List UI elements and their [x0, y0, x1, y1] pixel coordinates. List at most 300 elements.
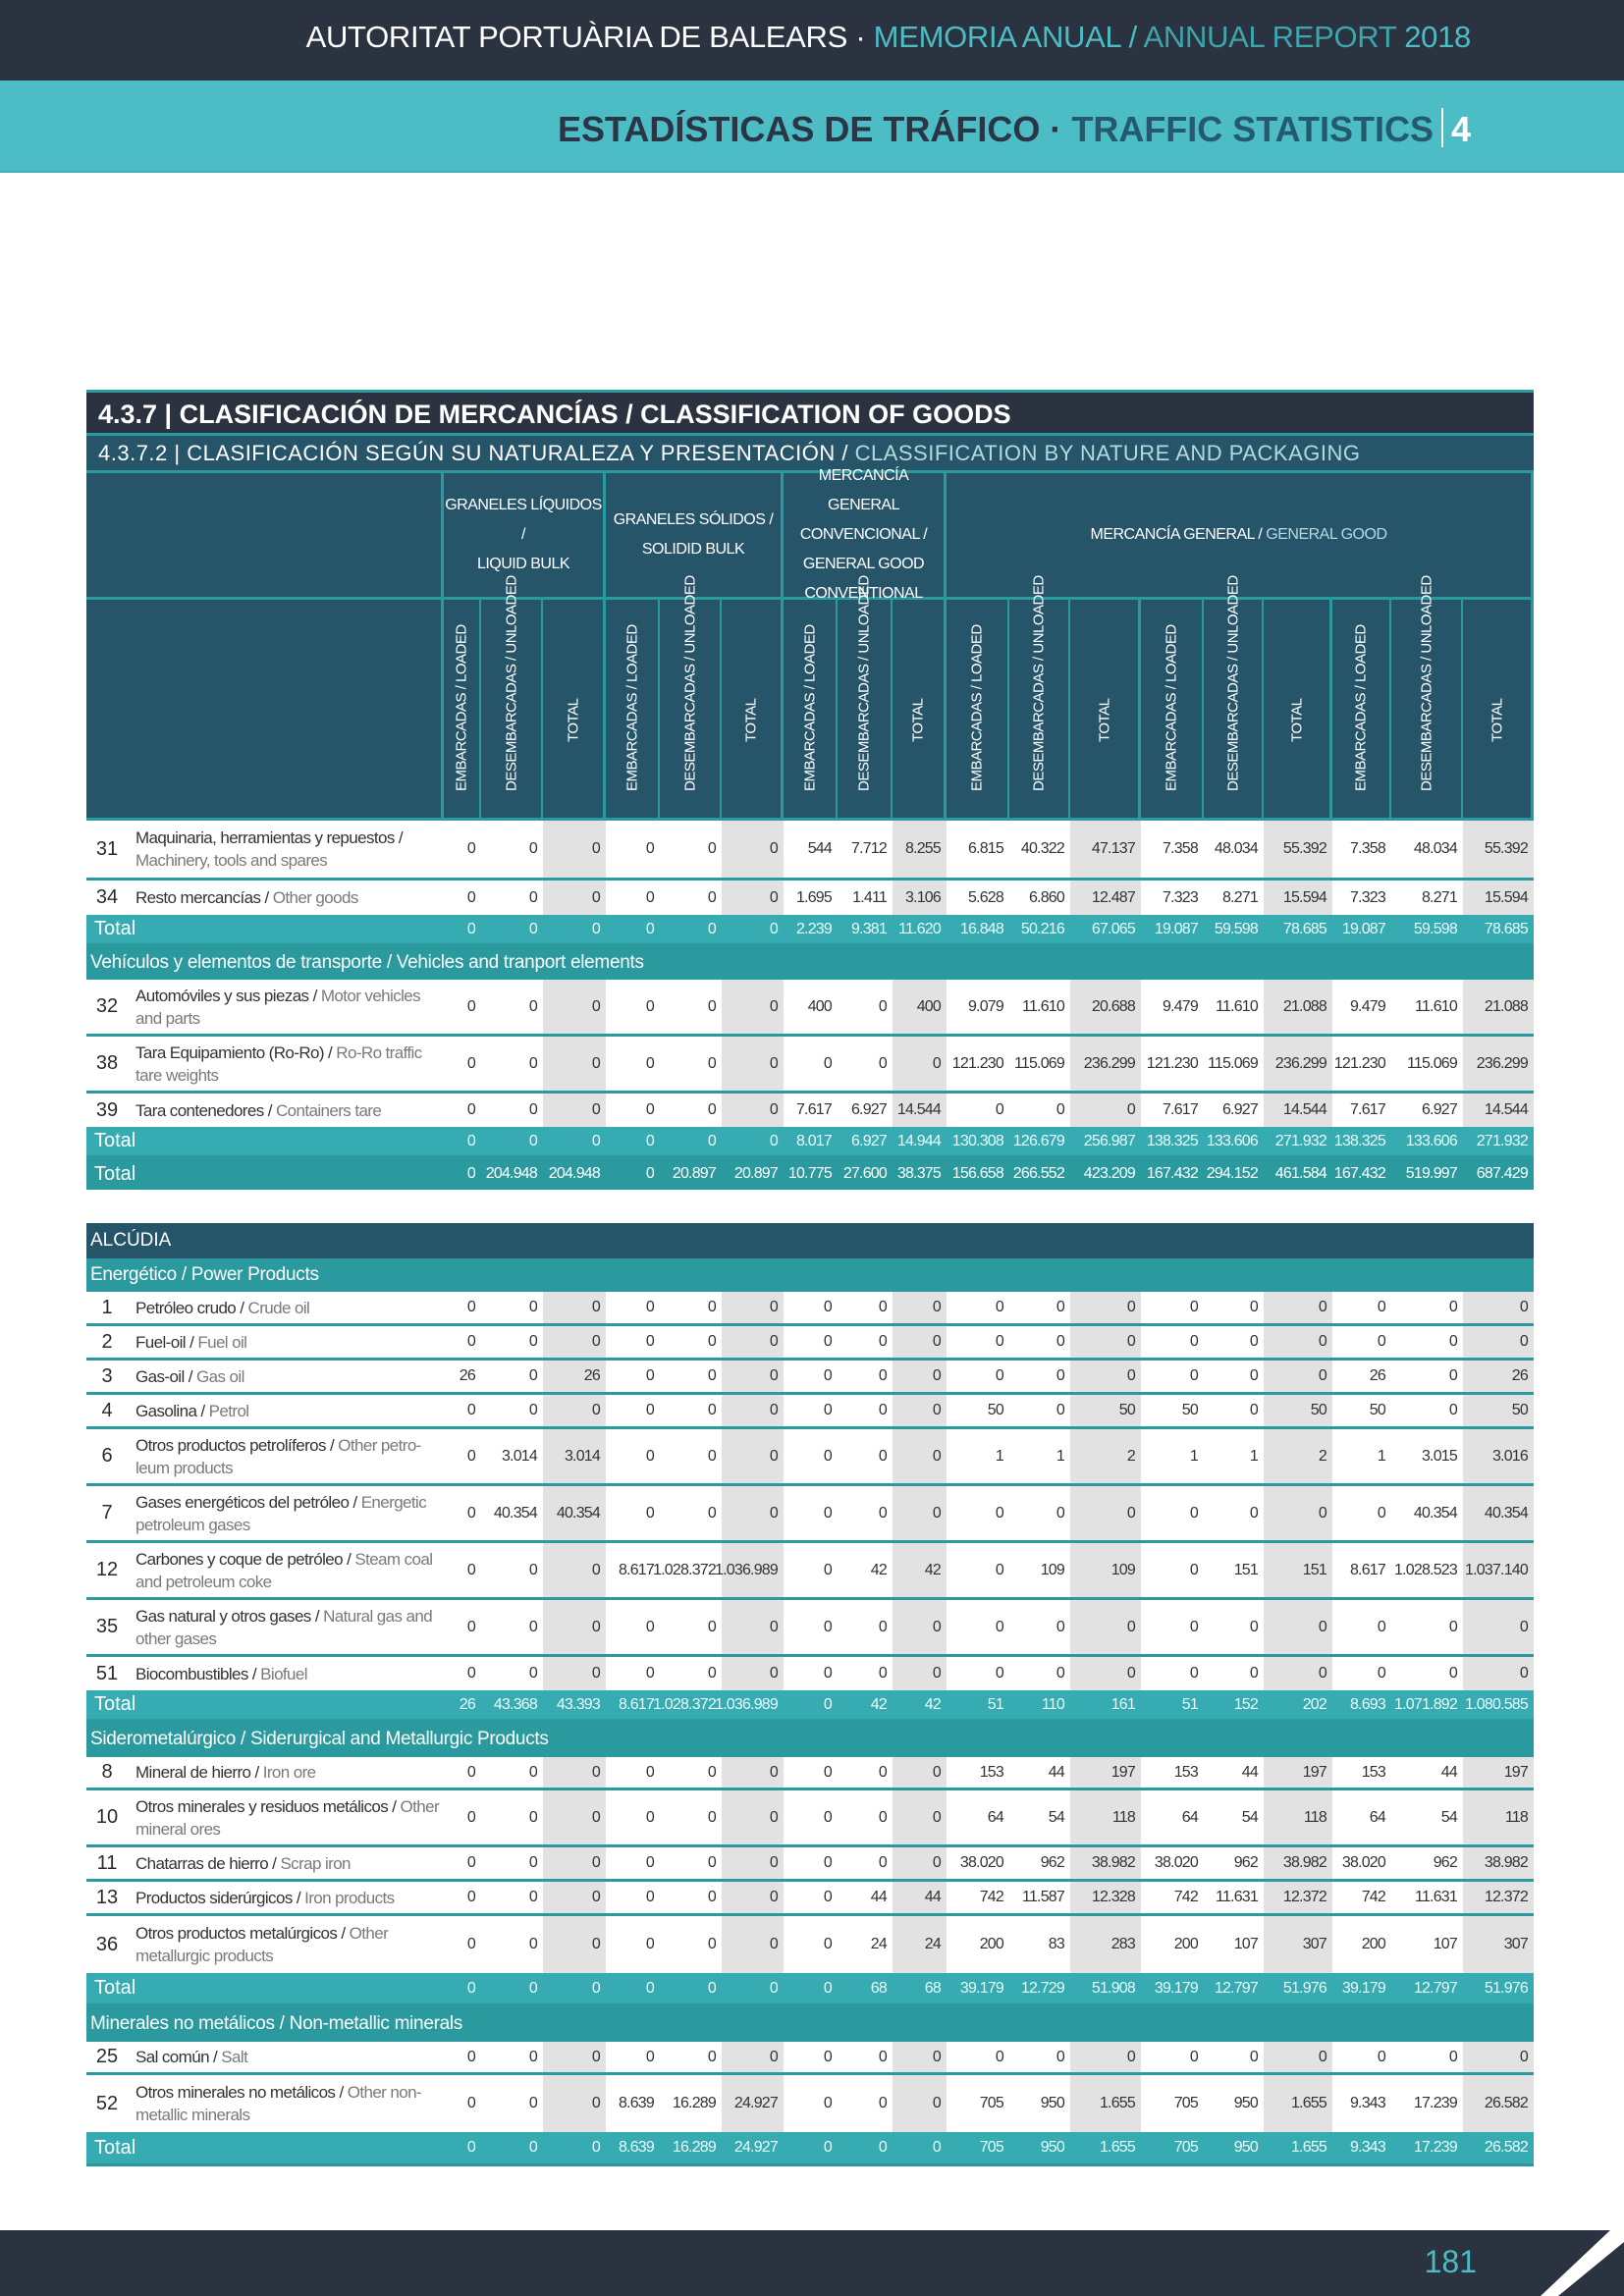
cell-unloaded: 17.239	[1413, 2139, 1457, 2156]
cell-total: 0	[769, 920, 778, 937]
cell-loaded: 0	[645, 1447, 654, 1465]
column-header-label: DESEMBARCADAS / UNLOADED	[1030, 575, 1048, 791]
cell-unloaded: 0	[528, 1979, 537, 1997]
row-name-es: Sal común /	[135, 2048, 222, 2066]
row-name-en: Steam coal and petroleum coke	[135, 1549, 433, 1591]
cell-total: 0	[1070, 1361, 1141, 1392]
cell-total: 68	[924, 1979, 941, 1997]
cell-loaded: 1.695	[795, 888, 832, 906]
row-code: 12	[95, 1559, 119, 1580]
cell-loaded: 39.179	[1341, 1979, 1385, 1997]
cell-loaded: 1	[995, 1447, 1003, 1465]
row-name-es: Automóviles y sus piezas /	[135, 986, 321, 1005]
row-name	[128, 1757, 444, 1788]
cell-loaded: 705	[979, 2139, 1003, 2156]
table-row	[86, 1292, 1534, 1326]
row-code: 25	[95, 2046, 119, 2067]
cell-total: 0	[1463, 1657, 1534, 1690]
cell-total: 204.948	[548, 1165, 600, 1182]
cell-total: 0	[1463, 1600, 1534, 1654]
table-row	[86, 2042, 1534, 2075]
cell-unloaded: 133.606	[1405, 1132, 1457, 1149]
cell-unloaded: 44	[870, 1889, 887, 1905]
cell-total: 0	[722, 1395, 784, 1426]
cell-total: 0	[722, 1361, 784, 1392]
total-row	[86, 2132, 1534, 2166]
cell-total: 0	[722, 980, 784, 1034]
cell-total: 0	[1264, 1600, 1332, 1654]
cell-loaded: 9.343	[1349, 2095, 1385, 2111]
cell-total: 1.036.989	[722, 1543, 784, 1597]
cell-loaded: 0	[645, 2048, 654, 2065]
cell-loaded: 0	[995, 1561, 1003, 1578]
cell-total: 0	[1070, 1094, 1141, 1127]
cell-unloaded: 0	[1249, 1618, 1258, 1635]
cell-unloaded: 0	[878, 1763, 887, 1781]
cell-total: 0	[722, 1882, 784, 1913]
cell-total: 0	[1264, 2042, 1332, 2072]
cell-total: 197	[1463, 1757, 1534, 1788]
cell-unloaded: 1.028.372	[653, 1695, 716, 1713]
total-label: Total	[94, 1162, 136, 1185]
column-header-label: EMBARCADAS / LOADED	[1163, 624, 1180, 791]
cell-total: 2	[1070, 1429, 1141, 1483]
cell-loaded: 0	[645, 1054, 654, 1072]
table-body	[86, 821, 1534, 2166]
cell-total: 423.209	[1083, 1165, 1135, 1182]
cell-total: 271.932	[1274, 1132, 1326, 1149]
cell-total: 197	[1264, 1757, 1332, 1788]
cell-unloaded: 11.631	[1216, 1889, 1258, 1905]
cell-loaded: 8.617	[618, 1561, 654, 1578]
cell-loaded: 8.639	[618, 2095, 654, 2111]
cell-unloaded: 0	[707, 2048, 716, 2065]
column-header-unloaded	[1009, 575, 1070, 818]
cell-unloaded: 0	[707, 920, 716, 937]
cell-unloaded: 0	[707, 1447, 716, 1465]
column-header-unloaded	[1204, 575, 1264, 818]
row-name-es: Otros productos petrolíferos /	[135, 1435, 339, 1455]
group-solid-bulk: GRANELES SÓLIDOS / SOLIDID BULK	[606, 473, 784, 597]
table-row	[86, 1094, 1534, 1127]
cell-unloaded: 54	[1440, 1808, 1457, 1826]
cell-total: 0	[1463, 1326, 1534, 1358]
cell-loaded: 0	[645, 1979, 654, 1997]
cell-unloaded: 40.354	[493, 1504, 537, 1522]
cell-loaded: 51	[987, 1695, 1003, 1713]
cell-unloaded: 0	[1056, 1333, 1064, 1350]
cell-unloaded: 0	[528, 1054, 537, 1072]
column-header-row	[86, 575, 1534, 821]
cell-unloaded: 0	[878, 1402, 887, 1418]
cell-total: 1.655	[1099, 2139, 1135, 2156]
cell-loaded: 0	[995, 1367, 1003, 1384]
row-name	[128, 1326, 444, 1358]
column-header-label: DESEMBARCADAS / UNLOADED	[1418, 575, 1435, 791]
cell-total: 0	[1070, 1486, 1141, 1540]
cell-unloaded: 0	[707, 1979, 716, 1997]
cell-total: 51.976	[1282, 1979, 1326, 1997]
cell-unloaded: 0	[878, 1054, 887, 1072]
column-header-unloaded	[1391, 575, 1463, 818]
cell-unloaded: 43.368	[493, 1695, 537, 1713]
cell-unloaded: 0	[707, 1333, 716, 1350]
cell-total: 0	[893, 1486, 947, 1540]
subtitle-en: CLASSIFICATION BY NATURE AND PACKAGING	[854, 441, 1361, 465]
cell-total: 0	[893, 1757, 947, 1788]
cell-unloaded: 44	[1440, 1763, 1457, 1781]
table-row	[86, 1037, 1534, 1094]
cell-unloaded: 950	[1233, 2095, 1258, 2111]
cell-loaded: 0	[823, 1054, 832, 1072]
cell-unloaded: 1.028.372	[653, 1561, 716, 1578]
cell-unloaded: 6.860	[1028, 888, 1064, 906]
goods-classification-table	[86, 390, 1534, 2166]
cell-unloaded: 0	[1056, 1367, 1064, 1384]
cell-unloaded: 11.610	[1216, 997, 1258, 1015]
cell-unloaded: 0	[528, 997, 537, 1015]
cell-unloaded: 11.587	[1022, 1889, 1064, 1905]
row-name-es: Tara Equipamiento (Ro-Ro) /	[135, 1042, 337, 1062]
cell-total: 26.582	[1463, 2075, 1534, 2132]
cell-total: 307	[1463, 1916, 1534, 1973]
group-general-conventional: MERCANCÍA GENERAL CONVENCIONAL / GENERAL GOOD CONVENTIONAL	[784, 473, 947, 597]
cell-total: 78.685	[1484, 920, 1528, 937]
cell-loaded: 0	[1189, 1333, 1198, 1350]
row-name-es: Carbones y coque de petróleo /	[135, 1549, 355, 1569]
cell-total: 24.927	[722, 2075, 784, 2132]
row-name-en: Other goods	[272, 888, 358, 907]
cell-loaded: 0	[466, 1763, 475, 1781]
table-row	[86, 1395, 1534, 1429]
cell-total: 0	[1264, 1292, 1332, 1323]
section-header: Minerales no metálicos / Non-metallic minerals	[86, 2006, 1534, 2042]
cell-unloaded: 0	[878, 1333, 887, 1350]
cell-loaded: 156.658	[951, 1165, 1003, 1182]
cell-total: 0	[1070, 1600, 1141, 1654]
row-name-es: Otros productos metalúrgicos /	[135, 1924, 350, 1943]
row-name-en: Containers tare	[275, 1100, 382, 1120]
row-name-es: Resto mercancías /	[135, 888, 273, 907]
cell-loaded: 167.432	[1333, 1165, 1385, 1182]
cell-total: 197	[1070, 1757, 1141, 1788]
column-header-unloaded	[838, 575, 893, 818]
row-name-en: Gas oil	[196, 1366, 244, 1386]
row-name-en: Natural gas and other gases	[135, 1606, 433, 1648]
row-name	[128, 1361, 444, 1392]
cell-unloaded: 962	[1233, 1854, 1258, 1871]
cell-total: 0	[722, 1094, 784, 1127]
cell-total: 0	[543, 1543, 606, 1597]
cell-total: 0	[543, 1757, 606, 1788]
chapter-title	[558, 108, 1471, 150]
cell-unloaded: 44	[1048, 1763, 1064, 1781]
column-header-label: DESEMBARCADAS / UNLOADED	[681, 575, 698, 791]
cell-loaded: 0	[645, 1763, 654, 1781]
cell-loaded: 0	[995, 1101, 1003, 1118]
cell-total: 14.544	[1463, 1094, 1534, 1127]
cell-unloaded: 0	[1056, 1618, 1064, 1635]
cell-total: 0	[543, 1395, 606, 1426]
cell-total: 12.328	[1070, 1882, 1141, 1913]
cell-loaded: 0	[466, 1299, 475, 1315]
cell-unloaded: 0	[878, 1367, 887, 1384]
cell-total: 0	[543, 1037, 606, 1091]
row-name	[128, 1037, 444, 1091]
cell-loaded: 130.308	[951, 1132, 1003, 1149]
cell-unloaded: 950	[1040, 2095, 1064, 2111]
cell-total: 271.932	[1476, 1132, 1528, 1149]
cell-loaded: 0	[466, 1447, 475, 1465]
page-footer	[0, 2230, 1624, 2296]
cell-loaded: 64	[987, 1808, 1003, 1826]
cell-loaded: 7.323	[1162, 888, 1198, 906]
cell-unloaded: 0	[1249, 1665, 1258, 1682]
cell-total: 0	[543, 2042, 606, 2072]
cell-loaded: 5.628	[967, 888, 1003, 906]
cell-unloaded: 0	[528, 1763, 537, 1781]
cell-unloaded: 0	[878, 1808, 887, 1826]
cell-loaded: 138.325	[1146, 1132, 1198, 1149]
cell-total: 0	[543, 1292, 606, 1323]
cell-unloaded: 0	[528, 1618, 537, 1635]
cell-total: 47.137	[1070, 821, 1141, 878]
cell-loaded: 742	[1173, 1889, 1198, 1905]
row-code: 3	[101, 1364, 113, 1387]
cell-unloaded: 110	[1041, 1695, 1064, 1713]
table-row	[86, 821, 1534, 881]
column-header-label: EMBARCADAS / LOADED	[968, 624, 986, 791]
cell-total: 11.620	[898, 920, 941, 937]
cell-unloaded: 107	[1233, 1936, 1258, 1952]
table-row	[86, 1657, 1534, 1690]
cell-total: 21.088	[1463, 980, 1534, 1034]
cell-total: 0	[722, 1486, 784, 1540]
column-header-label: EMBARCADAS / LOADED	[623, 624, 640, 791]
cell-loaded: 200	[1361, 1936, 1385, 1952]
cell-loaded: 9.479	[1162, 997, 1198, 1015]
row-code: 11	[96, 1851, 118, 1874]
row-code: 7	[101, 1502, 113, 1523]
cell-total: 0	[543, 821, 606, 878]
row-code: 32	[95, 995, 119, 1017]
cell-unloaded: 0	[1249, 2048, 1258, 2065]
cell-unloaded: 0	[528, 1936, 537, 1952]
cell-loaded: 19.087	[1154, 920, 1198, 937]
table-row	[86, 1790, 1534, 1847]
row-code: 52	[95, 2092, 119, 2114]
row-name-en: Scrap iron	[280, 1853, 351, 1873]
cell-unloaded: 0	[1249, 1333, 1258, 1350]
cell-unloaded: 0	[878, 1299, 887, 1315]
cell-unloaded: 11.631	[1415, 1889, 1457, 1905]
cell-loaded: 50	[987, 1402, 1003, 1418]
cell-total: 0	[722, 1657, 784, 1690]
cell-unloaded: 266.552	[1012, 1165, 1064, 1182]
cell-loaded: 0	[1189, 1665, 1198, 1682]
table-row	[86, 1757, 1534, 1790]
row-name	[128, 1790, 444, 1844]
header-blank	[86, 473, 444, 597]
cell-loaded: 0	[645, 1936, 654, 1952]
row-name	[128, 2075, 444, 2132]
cell-total: 0	[769, 1979, 778, 1997]
cell-unloaded: 17.239	[1413, 2095, 1457, 2111]
cell-unloaded: 0	[707, 1101, 716, 1118]
cell-total: 0	[722, 881, 784, 915]
cell-total: 0	[722, 1916, 784, 1973]
row-name-en: Motor vehicles and parts	[135, 986, 421, 1028]
cell-total: 0	[722, 821, 784, 878]
cell-unloaded: 0	[707, 1665, 716, 1682]
cell-loaded: 0	[1377, 2048, 1385, 2065]
row-name-es: Biocombustibles /	[135, 1664, 261, 1683]
cell-unloaded: 0	[707, 1808, 716, 1826]
cell-unloaded: 59.598	[1413, 920, 1457, 937]
cell-loaded: 26	[459, 1367, 475, 1384]
cell-loaded: 0	[823, 1447, 832, 1465]
cell-unloaded: 16.289	[672, 2139, 716, 2156]
cell-unloaded: 12.797	[1214, 1979, 1258, 1997]
cell-loaded: 0	[466, 1132, 475, 1149]
cell-loaded: 19.087	[1341, 920, 1385, 937]
cell-unloaded: 6.927	[1221, 1101, 1258, 1118]
cell-total: 3.016	[1463, 1429, 1534, 1483]
cell-unloaded: 115.069	[1013, 1054, 1064, 1072]
row-code: 34	[95, 886, 119, 908]
cell-loaded: 153	[1361, 1763, 1385, 1781]
slash-decoration	[1526, 2230, 1624, 2296]
report-en: ANNUAL REPORT	[1143, 20, 1396, 54]
table-row	[86, 1600, 1534, 1657]
cell-total: 38.982	[1070, 1847, 1141, 1879]
cell-unloaded: 962	[1433, 1854, 1457, 1871]
cell-total: 0	[893, 1600, 947, 1654]
table-row	[86, 881, 1534, 915]
cell-total: 44	[893, 1882, 947, 1913]
cell-loaded: 51	[1181, 1695, 1198, 1713]
cell-unloaded: 107	[1433, 1936, 1457, 1952]
column-header-label: DESEMBARCADAS / UNLOADED	[503, 575, 519, 791]
cell-unloaded: 40.354	[1413, 1504, 1457, 1522]
row-name-es: Otros minerales y residuos metálicos /	[135, 1796, 401, 1816]
total-label: Total	[94, 1977, 136, 1999]
cell-unloaded: 0	[528, 2095, 537, 2111]
cell-total: 20.688	[1070, 980, 1141, 1034]
table-row	[86, 1847, 1534, 1882]
row-code: 13	[95, 1886, 119, 1908]
row-name	[128, 980, 444, 1034]
cell-unloaded: 0	[1249, 1367, 1258, 1384]
cell-unloaded: 8.271	[1221, 888, 1258, 906]
row-name-es: Gas natural y otros gases /	[135, 1606, 324, 1626]
cell-unloaded: 0	[707, 888, 716, 906]
cell-total: 0	[591, 920, 600, 937]
table-title: 4.3.7 | CLASIFICACIÓN DE MERCANCÍAS / CLASSIFICATION OF GOODS	[86, 390, 1534, 433]
row-name	[128, 1543, 444, 1597]
cell-loaded: 0	[995, 1333, 1003, 1350]
cell-unloaded: 1.028.523	[1394, 1561, 1457, 1578]
column-header-unloaded	[660, 575, 722, 818]
cell-total: 0	[1070, 1657, 1141, 1690]
cell-loaded: 1	[1189, 1447, 1198, 1465]
row-name	[128, 881, 444, 915]
cell-unloaded: 0	[528, 1101, 537, 1118]
cell-unloaded: 0	[878, 1665, 887, 1682]
cell-loaded: 167.432	[1146, 1165, 1198, 1182]
cell-total: 283	[1070, 1916, 1141, 1973]
cell-loaded: 0	[466, 1402, 475, 1418]
cell-total: 1.655	[1290, 2139, 1326, 2156]
table-row	[86, 1486, 1534, 1543]
cell-loaded: 0	[995, 1665, 1003, 1682]
cell-total: 0	[543, 1326, 606, 1358]
cell-unloaded: 0	[1056, 1299, 1064, 1315]
row-name-es: Chatarras de hierro /	[135, 1853, 281, 1873]
cell-unloaded: 0	[528, 1561, 537, 1578]
cell-loaded: 0	[1189, 1618, 1198, 1635]
column-header-total	[722, 600, 784, 818]
column-header-loaded	[1332, 600, 1391, 818]
cell-loaded: 8.693	[1349, 1695, 1385, 1713]
cell-loaded: 153	[979, 1763, 1003, 1781]
cell-unloaded: 152	[1233, 1695, 1258, 1713]
table-row	[86, 1916, 1534, 1973]
cell-unloaded: 6.927	[1421, 1101, 1457, 1118]
cell-total: 0	[932, 2139, 941, 2156]
cell-total: 42	[924, 1695, 941, 1713]
cell-unloaded: 151	[1233, 1561, 1258, 1578]
cell-unloaded: 42	[870, 1695, 887, 1713]
cell-unloaded: 8.271	[1421, 888, 1457, 906]
cell-unloaded: 12.729	[1020, 1979, 1064, 1997]
row-name-es: Fuel-oil /	[135, 1332, 198, 1352]
column-header-label: DESEMBARCADAS / UNLOADED	[1224, 575, 1241, 791]
cell-loaded: 0	[823, 1665, 832, 1682]
report-es: MEMORIA ANUAL /	[873, 20, 1144, 54]
chapter-number: 4	[1450, 109, 1471, 149]
cell-total: 51.976	[1484, 1979, 1528, 1997]
cell-total: 12.487	[1070, 881, 1141, 915]
cell-loaded: 0	[823, 1618, 832, 1635]
cell-loaded: 0	[995, 2048, 1003, 2065]
cell-total: 0	[543, 1094, 606, 1127]
cell-loaded: 7.617	[1349, 1101, 1385, 1118]
cell-unloaded: 0	[707, 1132, 716, 1149]
cell-total: 8.255	[893, 821, 947, 878]
cell-unloaded: 0	[707, 1618, 716, 1635]
cell-loaded: 10.775	[787, 1165, 832, 1182]
cell-loaded: 64	[1369, 1808, 1385, 1826]
column-header-label: TOTAL	[1489, 698, 1505, 742]
row-name-en: Biofuel	[260, 1664, 307, 1683]
cell-loaded: 200	[1173, 1936, 1198, 1952]
cell-loaded: 1	[1377, 1447, 1385, 1465]
cell-total: 0	[1070, 1292, 1141, 1323]
column-header-label: TOTAL	[742, 698, 760, 742]
cell-loaded: 38.020	[1341, 1854, 1385, 1871]
row-name	[128, 1847, 444, 1879]
cell-total: 55.392	[1463, 821, 1534, 878]
cell-unloaded: 54	[1048, 1808, 1064, 1826]
row-code: 1	[101, 1296, 113, 1318]
cell-unloaded: 0	[707, 997, 716, 1015]
cell-unloaded: 9.381	[850, 920, 887, 937]
cell-total: 256.987	[1083, 1132, 1135, 1149]
row-name	[128, 1395, 444, 1426]
cell-loaded: 38.020	[1154, 1854, 1198, 1871]
cell-unloaded: 0	[528, 1299, 537, 1315]
